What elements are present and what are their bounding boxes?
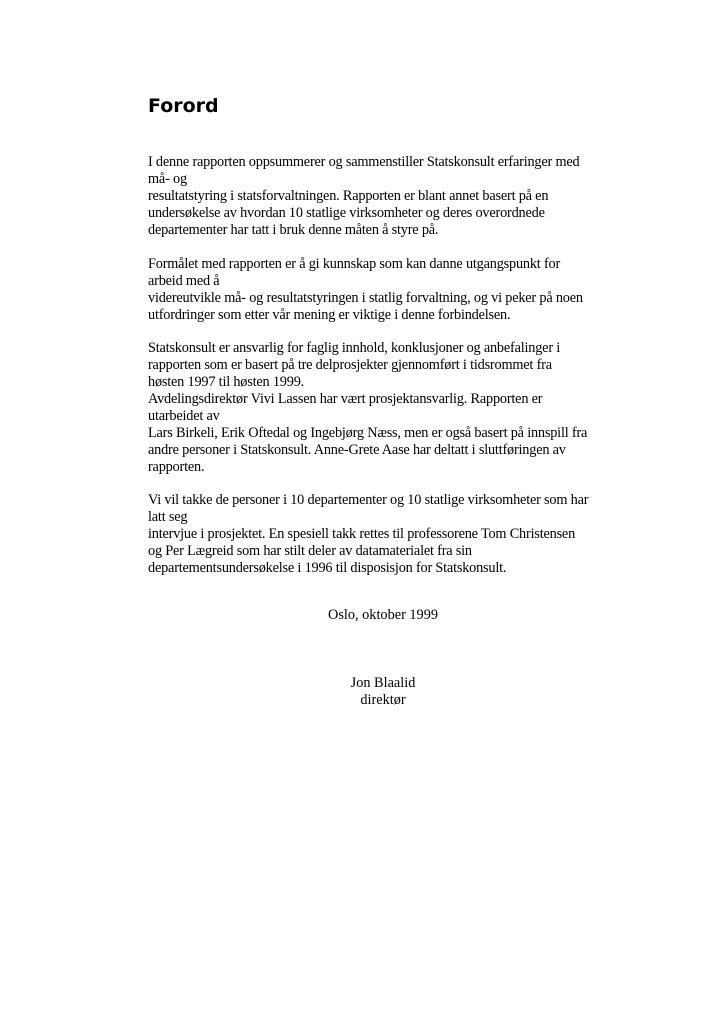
paragraph-line: Avdelingsdirektør Vivi Lassen har vært prosjektansvarlig. Rapporten er [148, 391, 543, 407]
paragraph-line: resultatstyring i statsforvaltningen. Rapporten er blant annet basert på en [148, 188, 549, 204]
paragraph-3 [148, 340, 618, 476]
place-date: Oslo, oktober 1999 [328, 607, 438, 623]
paragraph-line: undersøkelse av hvordan 10 statlige virksomheter og deres overordnede [148, 205, 545, 221]
paragraph-line: høsten 1997 til høsten 1999. [148, 374, 305, 390]
paragraph-1 [148, 154, 618, 239]
paragraph-line: utfordringer som etter vår mening er viktige i denne forbindelsen. [148, 307, 511, 323]
paragraph-4 [148, 492, 618, 577]
signature-title: direktør [360, 692, 406, 708]
paragraph-line: departementsundersøkelse i 1996 til disposisjon for Statskonsult. [148, 560, 507, 576]
paragraph-line: Lars Birkeli, Erik Oftedal og Ingebjørg Næss, men er også basert på innspill fra [148, 425, 588, 441]
paragraph-line: og Per Lægreid som har stilt deler av datamaterialet fra sin [148, 543, 472, 559]
paragraph-line: Statskonsult er ansvarlig for faglig innhold, konklusjoner og anbefalinger i [148, 340, 561, 356]
paragraph-line: arbeid med å [148, 273, 220, 289]
paragraph-line: må- og [148, 171, 187, 187]
paragraph-line: Formålet med rapporten er å gi kunnskap som kan danne utgangspunkt for [148, 256, 561, 272]
paragraph-line: intervjue i prosjektet. En spesiell takk rettes til professorene Tom Christensen [148, 526, 576, 542]
paragraph-line: videreutvikle må- og resultatstyringen i statlig forvaltning, og vi peker på noen [148, 290, 583, 306]
paragraph-line: Vi vil takke de personer i 10 departementer og 10 statlige virksomheter som har [148, 492, 589, 508]
paragraph-line: utarbeidet av [148, 408, 220, 424]
signature-block [148, 675, 618, 709]
paragraph-line: departementer har tatt i bruk denne måten å styre på. [148, 222, 439, 238]
paragraph-line: rapporten. [148, 459, 205, 475]
paragraph-line: latt seg [148, 509, 188, 525]
signature-name: Jon Blaalid [350, 675, 416, 691]
page-title: Forord [148, 95, 219, 117]
paragraph-line: I denne rapporten oppsummerer og sammenstiller Statskonsult erfaringer med [148, 154, 580, 170]
paragraph-2 [148, 256, 618, 324]
paragraph-line: andre personer i Statskonsult. Anne-Grete Aase har deltatt i sluttføringen av [148, 442, 566, 458]
paragraph-line: rapporten som er basert på tre delprosjekter gjennomført i tidsrommet fra [148, 357, 552, 373]
